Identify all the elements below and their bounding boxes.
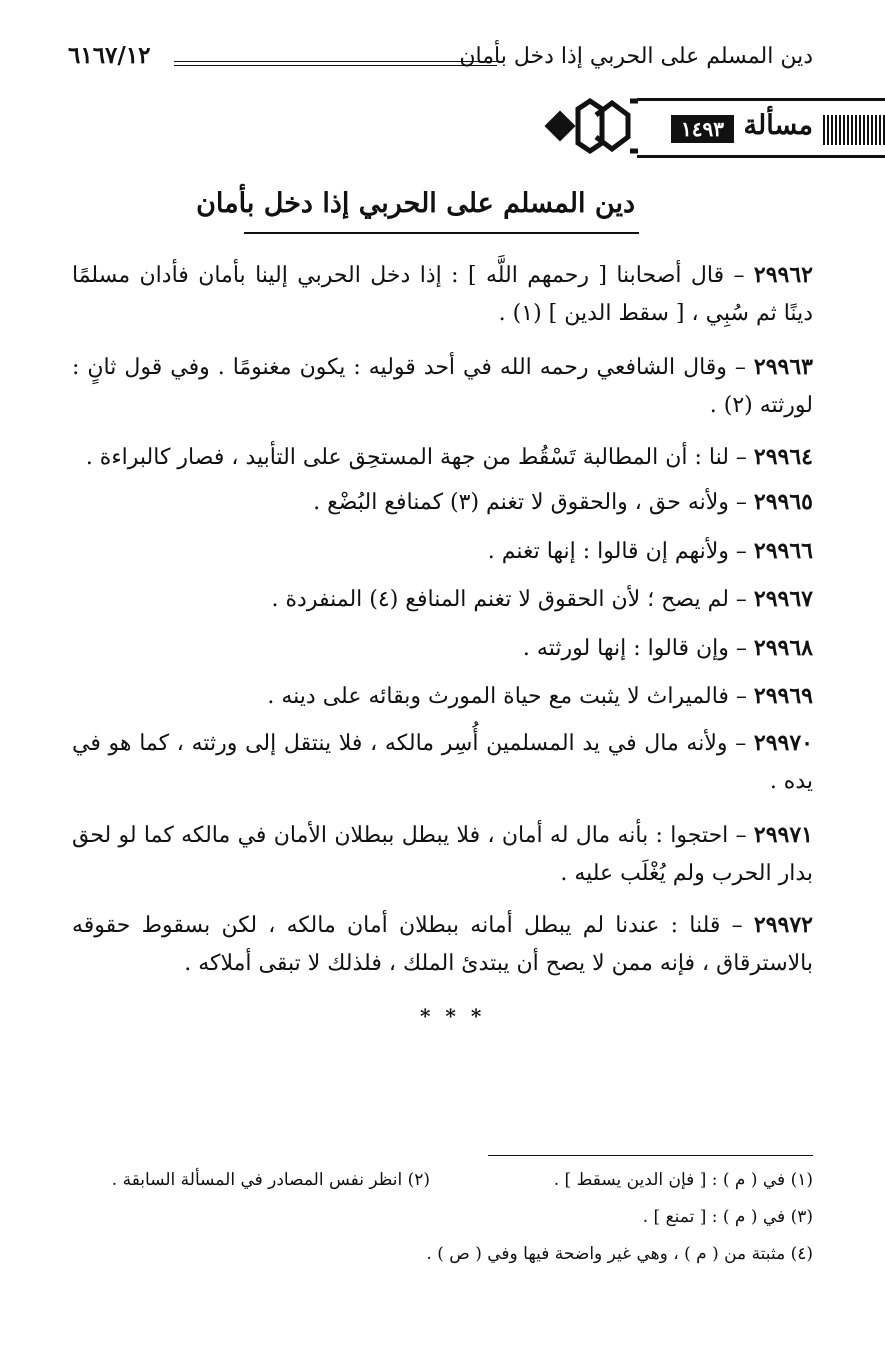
paragraph-text: – وقال الشافعي رحمه الله في أحد قوليه : يكون مغنومًا . وفي قول ثانٍ : لورثته (٢) . xyxy=(72,355,813,418)
running-header-title: دين المسلم على الحربي إذا دخل بأمان xyxy=(459,44,813,69)
paragraph-text: – ولأنه مال في يد المسلمين أُسِر مالكه ، فلا ينتقل إلى ورثته ، كما هو في يده . xyxy=(72,731,813,794)
paragraph-text: – ولأنهم إن قالوا : إنها تغنم . xyxy=(487,539,754,564)
paragraph-number: ٢٩٩٦٩ xyxy=(753,683,813,709)
paragraph-text: – لنا : أن المطالبة تَسْقُط من جهة المستحِق على التأبيد ، فصار كالبراءة . xyxy=(85,445,754,470)
paragraph-29970 xyxy=(72,724,813,801)
paragraph-number: ٢٩٩٦٤ xyxy=(753,444,813,470)
running-header-rule xyxy=(174,61,497,66)
masala-label: مسألة xyxy=(743,110,813,141)
paragraph-text: – وإن قالوا : إنها لورثته . xyxy=(522,636,754,661)
footnote-3: (٣) في ( م ) : [ تمنع ] . xyxy=(642,1207,813,1227)
paragraph-29964 xyxy=(86,438,813,477)
paragraph-number: ٢٩٩٦٦ xyxy=(753,538,813,564)
masala-number: ١٤٩٣ xyxy=(671,115,734,143)
paragraph-text: – فالميراث لا يثبت مع حياة المورث وبقائه على دينه . xyxy=(267,684,754,709)
paragraph-29967 xyxy=(272,580,813,619)
paragraph-number: ٢٩٩٧٢ xyxy=(753,912,813,938)
paragraph-29971 xyxy=(72,816,813,893)
paragraph-text: – لم يصح ؛ لأن الحقوق لا تغنم المنافع (٤) المنفردة . xyxy=(271,587,754,612)
running-header-page-ref: ٦١٦٧/١٢ xyxy=(68,42,151,69)
paragraph-29966 xyxy=(488,532,813,571)
paragraph-29969 xyxy=(267,677,813,716)
paragraph-text: – ولأنه حق ، والحقوق لا تغنم (٣) كمنافع البُضْع . xyxy=(313,490,754,515)
section-title: دين المسلم على الحربي إذا دخل بأمان xyxy=(196,188,635,219)
paragraph-number: ٢٩٩٦٣ xyxy=(753,354,813,380)
paragraph-text: – قال أصحابنا [ رحمهم اللَّه ] : إذا دخل الحربي إلينا بأمان فأدان مسلمًا دينًا ثم سُبِي ، [ سقط الدين ] (١) . xyxy=(72,263,813,326)
section-title-rule xyxy=(244,232,639,234)
paragraph-text: – قلنا : عندنا لم يبطل أمانه ببطلان أمان مالكه ، لكن بسقوط حقوقه بالاسترقاق ، فإنه ممن لا يصح أن يبتدئ الملك ، فلذلك لا تبقى أملاكه . xyxy=(72,913,813,976)
paragraph-number: ٢٩٩٧٠ xyxy=(753,730,813,756)
paragraph-number: ٢٩٩٦٨ xyxy=(753,635,813,661)
banner-hatch-decoration xyxy=(823,115,885,145)
footnote-4: (٤) مثبتة من ( م ) ، وهي غير واضحة فيها وفي ( ص ) . xyxy=(426,1244,813,1264)
paragraph-text: – احتجوا : بأنه مال له أمان ، فلا يبطل ببطلان الأمان في مالكه كما لو لحق بدار الحرب ولم يُغْلَب عليه . xyxy=(72,823,813,886)
paragraph-number: ٢٩٩٦٥ xyxy=(753,489,813,515)
paragraph-number: ٢٩٩٧١ xyxy=(753,822,813,848)
footnote-1: (١) في ( م ) : [ فإن الدين يسقط ] . xyxy=(553,1170,813,1190)
footnote-rule xyxy=(488,1155,813,1156)
paragraph-number: ٢٩٩٦٢ xyxy=(753,262,813,288)
section-separator: * * * xyxy=(420,1004,486,1028)
paragraph-29962 xyxy=(72,256,813,333)
paragraph-number: ٢٩٩٦٧ xyxy=(753,586,813,612)
paragraph-29972 xyxy=(72,906,813,983)
footnote-2: (٢) انظر نفس المصادر في المسألة السابقة . xyxy=(111,1170,430,1190)
masala-banner xyxy=(637,98,885,158)
ornament-icon xyxy=(538,95,642,157)
paragraph-29963 xyxy=(72,348,813,425)
paragraph-29968 xyxy=(523,629,813,668)
paragraph-29965 xyxy=(313,483,813,522)
